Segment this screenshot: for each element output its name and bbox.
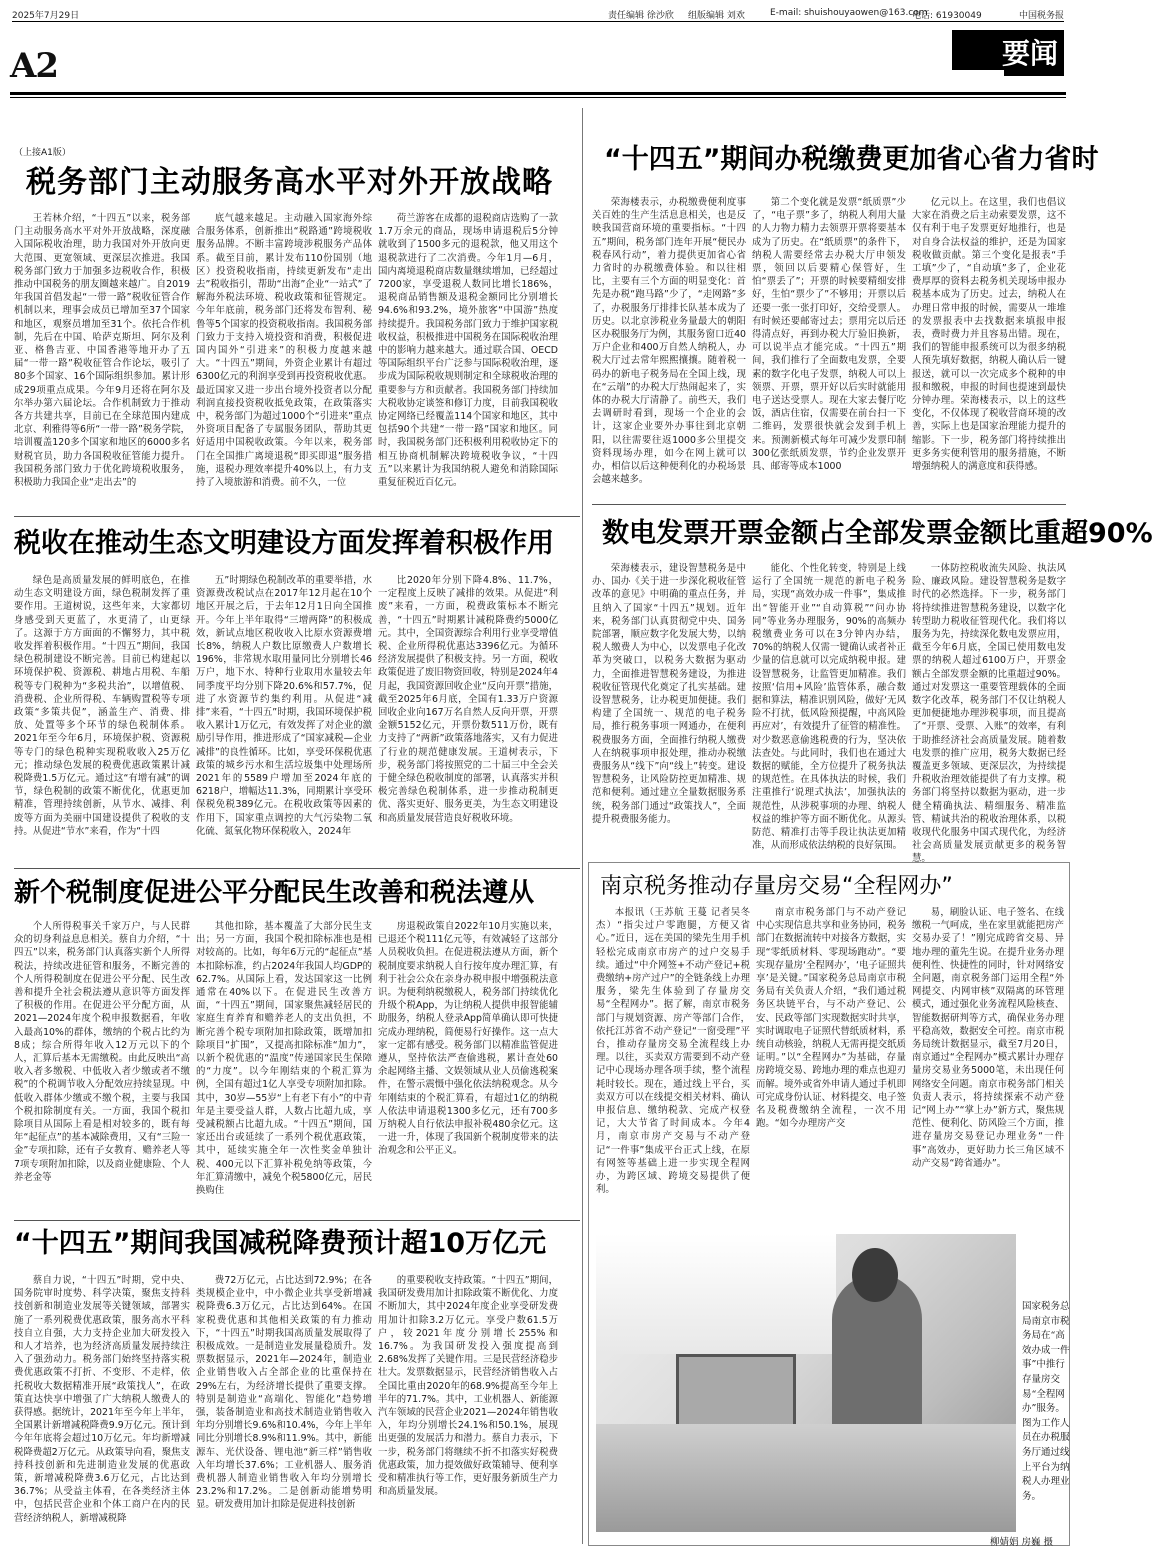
section-flag-tail bbox=[1004, 70, 1064, 76]
article-2-text: 绿色是高质量发展的鲜明底色，在推动生态文明建设方面，绿色税制发挥了重要作用。王道树说，这些年来，大家都切身感受到天更蓝了，水更清了，山更绿了。这源于方方面面的不懈努力，其中税收发挥着积极作用。“十四五”期间，我国绿色税制建设不断完善。目前已构建起以环境保护税、资源税、耕地占用税、车船税等专门税种为“多税共治”，以增值税、消费税、企业所得税、车辆购置税等专项政策“多策共促”，涵盖生产、消费、排放、处置等多个环节的绿色税制体系。2021年至今年6月，环境保护税、资源税等专门的绿色税种实现税收收入25万亿元；推动绿色发展的税费优惠政策累计减税降费1.5万亿元。通过这“有增有减”的调节，绿色税制的政策不断优化，优惠更加精准，管理持续创新，从节水、减排、利废等方面为美丽中国建设提供了税收的支持。从促进“节水”来看，作为“十四 bbox=[14, 575, 190, 837]
article-5-text: 亿元以上。在这里，我们也倡议大家在消费之后主动索要发票，这不仅有利于电子发票更好地推行，也是对自身合法权益的维护，还是为国家税收做贡献。第三个变化是报表“手工填”少了，“自动填”多了，企业花费厚厚的资料去税务机关现场申报办税基本成为了历史。过去，纳税人在办理日常申报的时候，需要从一堆堆的发票报表中去找数据来填报申报表，费时费力并且容易出错。现在，我们的智能申报系统可以为很多纳税人预先填好数据，纳税人确认后一键报送，就可以一次完成多个税种的申报和缴税，申报的时间也提速到最快分钟办理。荣海楼表示，以上的这些变化，不仅体现了税收营商环境的改善，实际上也是国家治理能力提升的缩影。下一步，税务部门将持续推出更多务实便利管用的服务措施，不断增强纳税人的满意度和获得感。 bbox=[912, 197, 1066, 473]
section-name: 要闻 bbox=[1001, 37, 1058, 70]
photo-screen bbox=[676, 1354, 796, 1434]
section-flag bbox=[952, 30, 1064, 70]
continued-from-label: （上接A1版） bbox=[14, 148, 71, 158]
article-6-column bbox=[912, 562, 1066, 865]
photo-caption: 国家税务总局南京市税务局在“高效办成一件事”中推行存量房交易“全程网办”服务。图为工作人员在办税服务厅通过线上平台为纳税人办理业务。 bbox=[1022, 1301, 1070, 1502]
article-1-column bbox=[14, 212, 190, 512]
article-3-column bbox=[196, 920, 372, 1216]
article-2-text: 比2020年分别下降4.8%、11.7%，一定程度上反映了减排的效果。从促进“利废”来看，一方面，税费政策标本不断完善，“十四五”时期累计减税降费约5000亿元。其中，全国资源综合利用行业享受增值税、企业所得税优惠达3396亿元。为循环经济发展提供了积极支持。另一方面，税收政策促进了废旧物资回收，特别是2024年4月起，我国资源回收企业“反向开票”措施，截至2025年6月底，全国有1.33万户资源回收企业向167万名自然人反向开票，开票金额5152亿元，开票份数511万份，既有力支持了“两新”政策落地落实，又有力促进了行业的规范健康发展。王道树表示，下步，税务部门将按照党的二十届三中全会关于健全绿色税收制度的部署，认真落实并积极完善绿色税制体系，进一步推动税制更优、落实更好、服务更美，为生态文明建设和高质量发展营造良好税收环境。 bbox=[378, 575, 558, 824]
layout-editor: 组版编辑 刘欢 bbox=[688, 11, 745, 21]
article-3-text: 房退税政策自2022年10月实施以来，已退还个税111亿元等，有效减轻了这部分人员税收负担。在促进税法遵从方面，新个税制度要求纳税人自行按年度办理汇算，有利于社会公众在亲身办税申报中增强税法意识。为便利纳税缴税人，税务部门持续优化升级个税App，为让纳税人提供申报智能辅助服务，纳税人登录App简单确认即可快捷完成办理纳税，简便易行好操作。这一点大家一定都有感受。税务部门以精准监管促进遵从，坚持依法严查偷逃税，累计查处60余起网络主播、文娱领域从业人员偷逃税案件，在警示震慑中强化依法纳税观念。从今年刚结束的个税汇算看，有超过1亿的纳税人依法申请退税1300多亿元，还有700多万纳税人自行依法申报补税480余亿元。这一进一升，体现了我国新个税制度带来的法治观念和公平正义。 bbox=[378, 921, 558, 1157]
header-rule-thin bbox=[10, 97, 1066, 98]
article-3-column bbox=[378, 920, 558, 1216]
article-4-column bbox=[378, 1274, 558, 1544]
article-2-text: 五”时期绿色税制改革的重要举措，水资源费改税试点在2017年12月起在10个地区开展之后，于去年12月1日向全国推开。今年上半年取得“三增两降”的积极成效，新试点地区税收收入比原水资源费增长8%，纳税人户数比原缴费人户数增长196%，非常规水取用量同比分别增长46万户，地下水、特种行业取用水量较去年同季度平均分别下降20.6%和57.7%，促进了水资源节约集约利用。从促进“减排”来看，“十四五”时期，我国环境保护税收入累计1万亿元，有效发挥了对企业的激励引导作用，推进形成了“国家减税—企业减排”的良性循环。比如，享受环保税优惠政策的城乡污水和生活垃圾集中处理场所2021年的5589户增加至2024年底的6218户，增幅达11.3%，同期累计享受环保税免税389亿元。在税收政策等因素的作用下，国家重点调控的大气污染物二氧化硫、氮氧化物环保税收入，2024年 bbox=[196, 575, 372, 837]
article-7-text: 本报讯（王苏航 王蔓 记者吴冬杰）“指尖过户零跑腿，方便又省心。”近日，远在美国的梁先生用手机轻松完成南京市房产的过户交易手续。通过“中介网签+不动产登记+税费缴纳+房产过户”的全链条线上办理服务，梁先生体验到了存量房交易“全程网办”。据了解，南京市税务部门与规划资源、房产等部门合作，依托江苏省不动产登记“一窗受理”平台，推动存量房交易全流程线上办理。以往，买卖双方需要到不动产登记中心现场办理各项手续，整个流程耗时较长。现在，通过线上平台，买卖双方可以在线提交相关材料、确认申报信息、缴纳税款、完成产权登记，大大节省了时间成本。今年4月，南京市房产交易与不动产登记“一件事”集成平台正式上线，在原有网签等基础上进一步实现全程网办，为跨区域、跨境交易提供了便利。 bbox=[596, 907, 750, 1196]
page-number: A2 bbox=[10, 46, 59, 86]
article-1-column bbox=[378, 212, 558, 512]
photo-counter bbox=[596, 1424, 1016, 1532]
contact-phone: 电话: 61930049 bbox=[912, 11, 982, 21]
article-7-text: 南京市税务部门与不动产登记中心实现信息共享和业务协同，税务部门在数据流转中对接各方数据，实现“零纸质材料、零现场跑动”。“要实现存量房‘全程网办’，‘电子证照共享’是关键。”国家税务总局南京市税务局有关负责人介绍，“我们通过税务区块链平台，与不动产登记、公安、民政等部门实现数据实时共享，实时调取电子证照代替纸质材料，系统自动核验，纳税人无需再提交纸质证明。”以“全程网办”为基础，存量房跨境交易、跨地办理的难点也迎刃而解。境外或省外申请人通过手机即可完成身份认证、材料提交、电子签名及税费缴纳全流程，一次不用跑。“如今办理房产交 bbox=[756, 907, 907, 1130]
header-rule bbox=[10, 92, 1066, 95]
page-editor: 责任编辑 徐沙欣 bbox=[608, 11, 674, 21]
article-3-column bbox=[14, 920, 190, 1216]
article-1-text: 荷兰游客在成都的退税商店选购了一款1.7万余元的商品，现场申请退税后5分钟就收到了1500多元的退税款，他又用这个退税款进行了二次消费。今年1月—6月，国内离境退税商店数量继续增加，已经超过7200家，享受退税人数同比增长186%，退税商品销售额及退税金额同比分别增长94.6%和93.2%，境外旅客“中国游”热度持续提升。我国税务部门致力于维护国家税收权益，积极推进中国税务在国际税收治理中的影响力越来越大。通过联合国、OECD等国际组织平台广泛参与国际税收治理，逐步成为国际税收规则制定和全球税收治理的重要参与方和贡献者。我国税务部门持续加大税收协定谈签和修订力度，目前我国税收协定网络已经覆盖114个国家和地区，其中包括90个共建“一带一路”国家和地区。同时，我国税务部门还积极利用税收协定下的相互协商机制解决跨境税收争议，“十四五”以来累计为我国纳税人避免和消除国际重复征税近百亿元。 bbox=[378, 213, 558, 489]
contact-email: E-mail: shuishouyaowen@163.com bbox=[770, 8, 928, 18]
divider bbox=[14, 868, 580, 869]
article-5-column bbox=[592, 196, 746, 496]
article-5-text: 第二个变化就是发票“纸质票”少了，“电子票”多了，纳税人利用大量的人力物力精力去领票开票将要基本成为了历史。在“纸质票”的条件下，纳税人需要经常去办税大厅申领发票，领回以后要精心保管好，生怕“票丢了”；开票的时候要精细安排好，生怕“票少了”不够用；开票以后还要一张一张打印好，交给受票人。有时候还要邮寄过去；票用完以后还得清点好，再到办税大厅验旧换新，可以说半点才能完成。“十四五”期间，我们推行了全面数电发票，全要素的数字化电子发票，纳税人可以上领票、开票，票开好以后实时就能用电子送达受票人。现在大家去餐厅吃饭，酒店住宿，仅需要在前台扫一下二维码，发票很快就会发到手机上来。预测新模式每年可减少发票印制300亿张纸质发票，节约企业发票开具、邮寄等成本1000 bbox=[752, 197, 906, 473]
article-6-column bbox=[592, 562, 746, 850]
article-1-headline: 税务部门主动服务高水平对外开放战略 bbox=[26, 165, 553, 200]
divider bbox=[14, 516, 580, 517]
article-4-column bbox=[14, 1274, 190, 1544]
article-6-text: 荣海楼表示，建设智慧税务是中办、国办《关于进一步深化税收征管改革的意见》中明确的重点任务，并且纳入了国家“十四五”规划。近年来，税务部门认真贯彻党中央、国务院部署，顺应数字化发展大势，以纳税人缴费人为中心，以发票电子化改革为突破口，以税务大数据为驱动力，全面推进智慧税务建设，为推进税收征管现代化奠定了扎实基础。建设智慧税务，让办税更加便捷。我们构建了全国统一、规范的电子税务局，推行税务事项一网通办，在便利税费服务方面，全面推行纳税人缴费人在纳税事项申报处理，推动办税缴费服务从“线下”向“线上”转变。建设智慧税务，让风险防控更加精准、规范和便利。通过建立全量数据服务系统，税务部门通过“政策找人”，全面提升税费服务能力。 bbox=[592, 563, 746, 825]
divider bbox=[14, 1220, 580, 1221]
paper-name: 中国税务报 bbox=[1018, 11, 1064, 21]
article-2-column bbox=[14, 574, 190, 864]
photo-officer-head bbox=[852, 1248, 898, 1302]
article-4-text: 蔡自力说，“十四五”时期，党中央、国务院审时度势、科学决策，聚焦支持科技创新和制造业发展等关键领域，部署实施了一系列税费优惠政策，服务高水平科技自立自强，大力支持企业加大研发投入和人才培养，也为经济高质量发展持续注入了强劲动力。税务部门始终坚持落实税费优惠政策不打折、不变形、不走样，依托税收大数据精准开展“政策找人”，在政策直达快享中增强了广大纳税人缴费人的获得感。据统计，2021年至今年上半年，全国累计新增减税降费9.9万亿元。预计到今年年底将会超过10万亿元。年均新增减税降费超2万亿元。从政策导向看，聚焦支持科技创新和先进制造业发展的优惠政策，新增减税降费3.6万亿元，占比达到36.7%；从受益主体看，在各类经济主体中，包括民营企业和个体工商户在内的民营经济纳税人，新增减税降 bbox=[14, 1275, 190, 1524]
photographer-credit: 柳婧娟 房巍 摄 bbox=[990, 1537, 1054, 1548]
article-7-column bbox=[596, 906, 750, 1224]
article-3-text: 其他扣除，基本覆盖了大部分民生支出；另一方面，我国个税扣除标准也是相对较高的。比如，每年6万元的“起征点”基本扣除标准，约占2024年我国人均GDP的62.7%。从国际上看，发达国家这一比例通常在40%以下。在促进民生改善方面，“十四五”期间，国家聚焦减轻居民的家庭生育养育和赡养老人的支出负担，不断完善个税专项附加扣除政策，既增加扣除项目“扩围”，又提高扣除标准“加力”，以新个税优惠的“温度”传递国家民生保障的“力度”。以今年刚结束的个税汇算为例，全国有超过1亿人享受专项附加扣除。其中，30岁—55岁“上有老下有小”的中青年是主要受益人群，人数占比超九成，享受减税额占比超九成。“十四五”期间，国家还出台或延续了一系列个税优惠政策，其中，延续实施全年一次性奖金单独计税、400元以下汇算补税免纳等政策，今年汇算清缴中，减免个税5800亿元，居民换购住 bbox=[196, 921, 372, 1197]
article-7-text: 易，刷脸认证、电子签名、在线缴税一气呵成，坐在家里就能把房产交易办妥了！”刚完成跨省交易、异地办理的董先生说。在提升业务办理便利性、快捷性的同时，针对网络安全问题，南京税务部门运用全程“外网提交、内网审核”双隔离的环管理模式，通过强化业务流程风险核查、智能数据研判等方式，确保业务办理平稳高效，数据安全可控。南京市税务局统计数据显示，截至7月20日，南京通过“全程网办”模式累计办理存量房交易业务5000笔，未出现任何网络安全问题。南京市税务部门相关负责人表示，将持续探索不动产登记“网上办”“掌上办”新方式，聚焦规范性、便利化、防风险三个方面，推进存量房交易登记办理业务“一件事”高效办，更好助力长三角区域不动产交易“跨省通办”。 bbox=[912, 907, 1064, 1169]
article-2-column bbox=[378, 574, 558, 864]
divider bbox=[592, 504, 1066, 505]
article-1-column bbox=[196, 212, 372, 512]
news-photo bbox=[596, 1234, 1016, 1532]
article-7-headline: 南京税务推动存量房交易“全程网办” bbox=[600, 874, 953, 899]
article-1-text: 底气越来越足。主动融入国家海外综合服务体系，创新推出“税路通”跨境税收服务品牌。不断丰富跨境涉税服务产品体系。截至目前，累计发布110份国别（地区）投资税收指南，持续更新发布“走出去”税收指引，帮助“出海”企业“一站式”了解海外税法环境、税收政策和征管规定。今年年底前，税务部门还将发布智利、秘鲁等5个国家的投资税收指南。我国税务部门致力于支持入境投资和消费，积极促进国内国外“引进来”的积极力度越来越大。“十四五”期间，外资企业累计有超过6300亿元的利润享受到再投资税收优惠。最近国家又进一步出台境外投资者以分配利润直接投资税收抵免政策，在政策落实中，税务部门为超过1000个“引进来”重点外资项目配备了专属服务团队，帮助其更好适用中国税收政策。今年以来，税务部门在全国推广离境退税“即买即退”服务措施，退税办理效率提升40%以上，有力支持了入境旅游和消费。前不久，一位 bbox=[196, 213, 372, 489]
article-5-column bbox=[912, 196, 1066, 496]
issue-date: 2025年7月29日 bbox=[12, 11, 80, 21]
article-7-column bbox=[756, 906, 906, 1224]
article-3-headline: 新个税制度促进公平分配民生改善和税法遵从 bbox=[14, 878, 535, 908]
article-6-column bbox=[752, 562, 906, 850]
article-6-text: 能化、个性化转变，特别是上线运行了全国统一规范的新电子税务局，实现“高效办成一件事”，集成推出“智能开业”“自动算税”“问办协同”等业务办理服务，90%的高频办税缴费业务可以在3分钟内办结，70%的纳税人仅需一键确认或者补正少量的信息就可以完成纳税申报。建设智慧税务，让监管更加精准。我们按照‘信用+风险’监管体系，融合数据和算法，精准识别风险，做好‘无风险不打扰，低风险预提醒，中高风险再应对’，有效提升了征管的精准性。对少数恶意偷逃税费的行为，坚决依法查处。与此同时，我们也在通过大数据的赋能，全方位提升了税务执法的规范性。在具体执法的时候，我们注重推行‘说理式执法’，加强执法的规范性，从涉税事项的办理、纳税人权益的维护等方面不断优化。从源头防范、精准打击等手段让执法更加精准，从而形成依法纳税的良好氛围。 bbox=[752, 563, 906, 852]
masthead-rule bbox=[12, 21, 1064, 22]
article-4-headline: “十四五”期间我国减税降费预计超10万亿元 bbox=[14, 1228, 547, 1259]
article-6-headline: 数电发票开票金额占全部发票金额比重超90% bbox=[602, 518, 1153, 549]
article-1-text: 王若林介绍，“十四五”以来，税务部门主动服务高水平对外开放战略，深度融入国际税收治理，助力我国对外开放向更大范围、更宽领域、更深层次推进。我国税务部门致力于加强多边税收合作，积极推动中国税务的朋友圈越来越广。自2019年我国首倡发起“一带一路”税收征管合作机制以来，理事会成员已增加至37个国家和地区，观察员增加至31个。依托合作机制，先后在中国、哈萨克斯坦、阿尔及利亚、格鲁吉亚、中国香港等地开办了五届“一带一路”税收征管合作论坛，吸引了80多个国家、16个国际组织参加。累计形成29项重点成果。今年9月还将在阿尔及尔举办第六届论坛。合作机制致力于推动各方共建共享，目前已在全球范围内建成北京、利雅得等6所“一带一路”税务学院，培训覆盖120多个国家和地区的6000多名财税官员，助力各国税收征管能力提升。我国税务部门致力于优化跨境税收服务，积极助力我国企业“走出去”的 bbox=[14, 213, 190, 489]
article-2-column bbox=[196, 574, 372, 864]
article-3-text: 个人所得税事关千家万户，与人民群众的切身利益息息相关。蔡自力介绍，“十四五”以来，税务部门认真落实新个人所得税法，持续改进征管和服务，不断完善的个人所得税制度在促进公平分配、民生改善和提升全社会税法遵从意识等方面发挥了积极的作用。在促进公平分配方面，从2021—2024年度个税申报数据看，年收入最高10%的群体，缴纳的个税占比约为8成；综合所得年收入12万元以下的个人，汇算后基本无需缴税。由此反映出“高收入者多缴税、中低收入者少缴或者不缴税”的个税调节收入分配效应持续显现。中低收入群体少缴或不缴个税，主要与我国个税扣除制度有关。一方面，我国个税扣除项目从国际上看是相对较多的，既有每年“起征点”的基本减除费用，又有“三险一金”专项扣除，还有子女教育、赡养老人等7项专项附加扣除，以及商业健康险、个人养老金等 bbox=[14, 921, 190, 1183]
article-4-column bbox=[196, 1274, 372, 1544]
article-4-text: 费72万亿元，占比达到72.9%；在各类规模企业中，中小微企业共享受新增减税降费6.3万亿元，占比达到64%。在国家税费优惠和其他相关政策的有力推动下，“十四五”时期我国高质量发展取得了积极成效。一是制造业发展量稳质升。发票数据显示，2021年—2024年，制造业企业销售收入占全部企业的比重保持在29%左右，为经济增长提供了重要支撑。特别是制造业“高端化、智能化”趋势增强，装备制造业和高技术制造业销售收入年均分别增长9.6%和10.4%，今年上半年同比分别增长8.9%和11.9%。其中，新能源车、光伏设备、锂电池“新三样”销售收入年均增长37.6%；工业机器人、服务消费机器人制造业销售收入年均分别增长23.2%和17.2%。二是创新动能增势明显。研发费用加计扣除是促进科技创新 bbox=[196, 1275, 372, 1511]
article-6-text: 一体防控税收流失风险、执法风险、廉政风险。建设智慧税务是数字时代的必然选择。下一步，税务部门将持续推进智慧税务建设，以数字化转型助力税收征管现代化。我们将以服务为先，持续深化数电发票应用，截至今年6月底，全国已使用数电发票的纳税人超过6100万户，开票金额占全部发票金额的比重超过90%。通过对发票这一重要管理载体的全面数字化改革，税务部门不仅让纳税人更加便捷地办理涉税事项，而且提高了“开票、受票、入账”的效率，有利于助推经济社会高质量发展。随着数电发票的推广应用，税务大数据已经覆盖更多领域、更深层次，为持续提升税收治理效能提供了有力支撑。税务部门将坚持以数据为驱动，进一步健全精确执法、精细服务、精准监管、精诚共治的税收治理体系，以税收现代化服务中国式现代化，为经济社会高质量发展贡献更多的税务智慧。 bbox=[912, 563, 1066, 865]
article-2-headline: 税收在推动生态文明建设方面发挥着积极作用 bbox=[14, 528, 554, 559]
article-5-headline: “十四五”期间办税缴费更加省心省力省时 bbox=[604, 144, 1099, 175]
article-5-column bbox=[752, 196, 906, 496]
photo-window bbox=[596, 1234, 836, 1354]
masthead-bar bbox=[12, 4, 1064, 22]
article-7-column bbox=[912, 906, 1064, 1224]
article-5-text: 荣海楼表示，办税缴费便利度事关百姓的生产生活息息相关，也是反映我国营商环境的重要指标。“十四五”期间，税务部门连年开展“便民办税春风行动”，着力提供更加省心省力省时的办税缴费体验。和以往相比，主要有三个方面的明显变化：首先是办税“跑马路”少了，“走网路”多了，办税服务厅排排长队基本成为了历史。以北京涉税业务量最大的朝阳区办税服务厅为例，其服务窗口近40万户企业和400万自然人纳税人，办税大厅过去常年熙熙攘攘。随着税一码办的新电子税务局在全国上线，现在“云端”的办税大厅热闹起来了，实体的办税大厅清静了。前些天，我们去调研时看到，现场一个企业的会计，这家企业要外办事往到北京朝阳，以往需要往返1000多公里提交资料现场办理，如今在网上就可以办，相信以后这种便利化的办税场景会越来越多。 bbox=[592, 197, 746, 486]
column-divider bbox=[582, 108, 583, 1544]
article-4-text: 的重要税收支持政策。“十四五”期间，我国研发费用加计扣除政策不断优化、力度不断加大，其中2024年度企业享受研发费用加计扣除3.2万亿元。享受户数61.5万户，较2021年度分别增长255%和16.7%。为我国研发投入强度提高到2.68%发挥了关键作用。三是民营经济稳步壮大。发票数据显示，民营经济销售收入占全国比重由2020年的68.9%提高至今年上半年的71.7%。其中，工业机器人、新能源汽车领域的民营企业2021—2024年销售收入，年均分别增长24.1%和50.1%，展现出更强的发展活力和潜力。蔡自力表示，下一步，税务部门将继续不折不扣落实好税费优惠政策，加力提效做好政策辅导、便利享受和精准执行等工作，更好服务新质生产力和高质量发展。 bbox=[378, 1275, 558, 1498]
